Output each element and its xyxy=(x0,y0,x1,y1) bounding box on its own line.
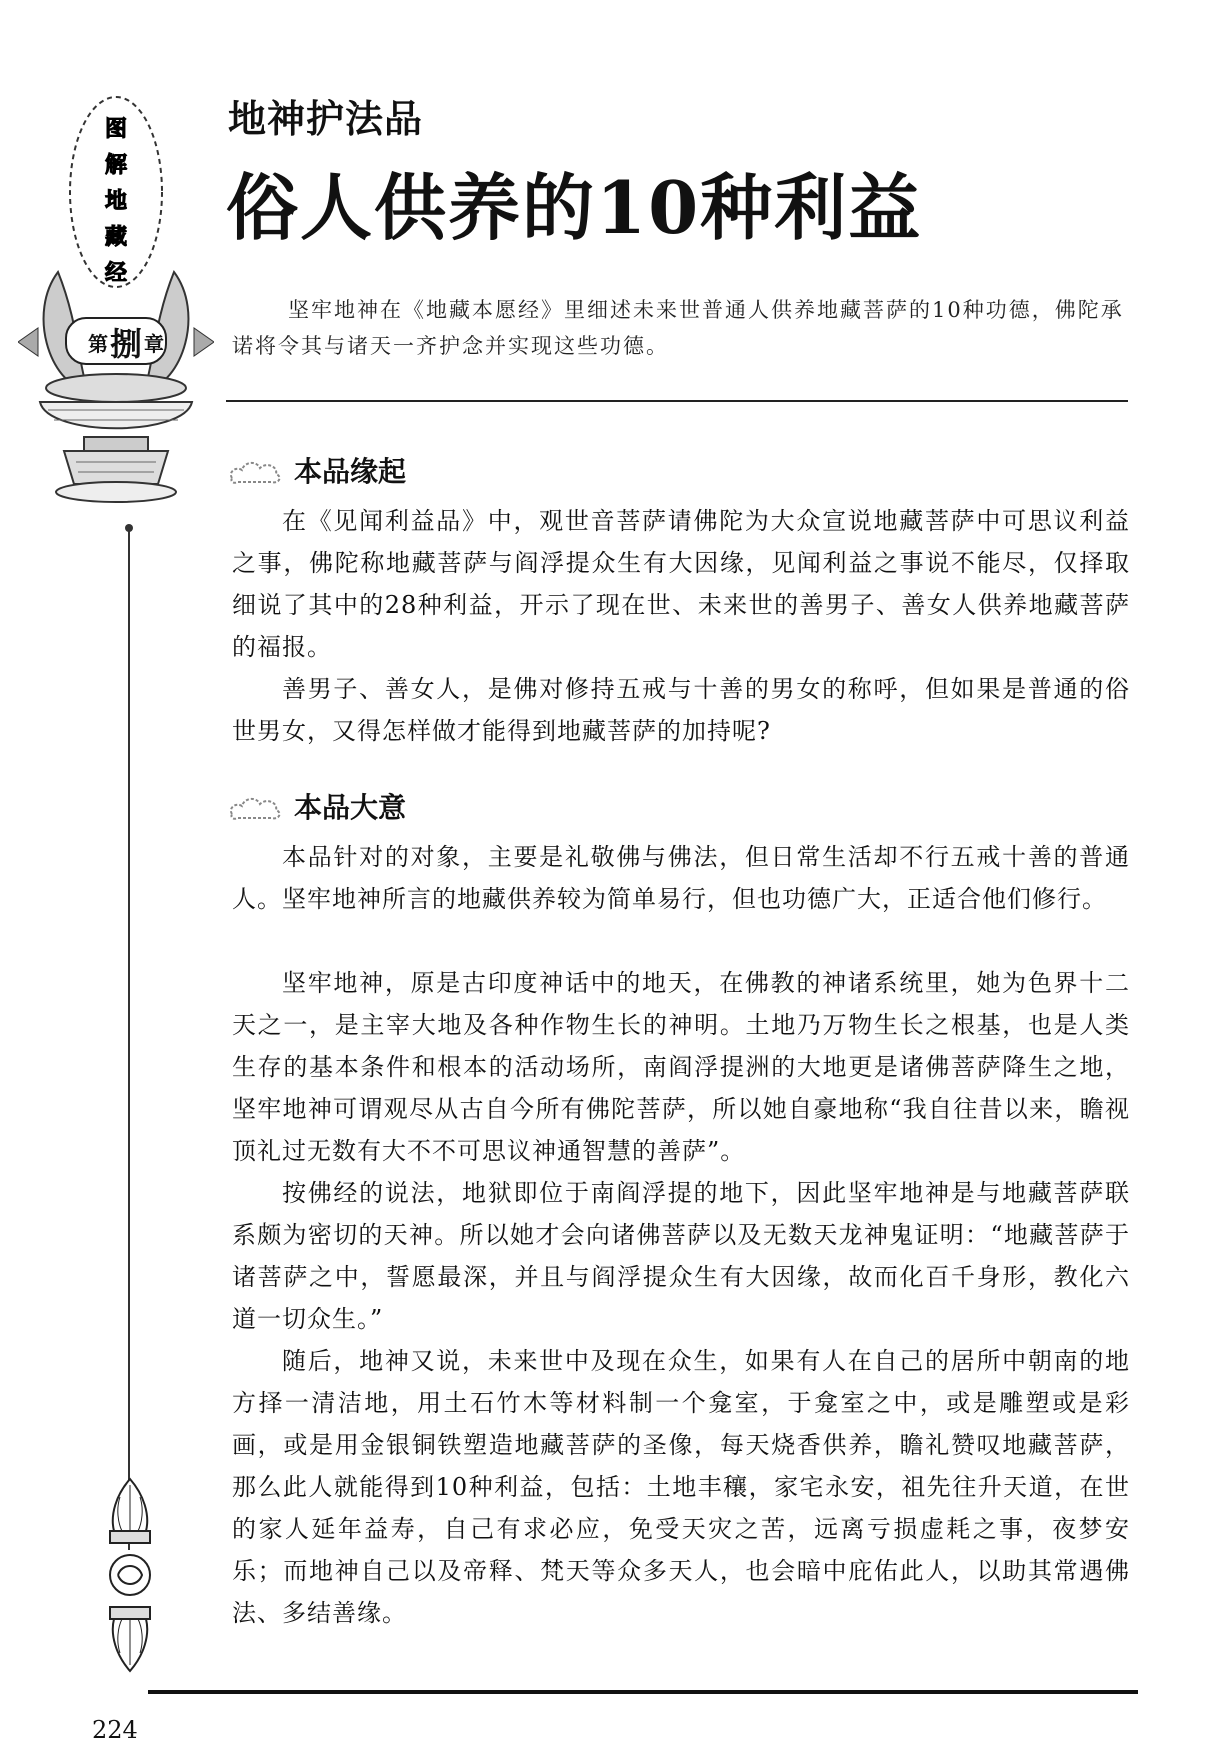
cloud-icon xyxy=(226,452,286,488)
paragraph: 按佛经的说法，地狱即位于南阎浮提的地下，因此坚牢地神是与地藏菩萨联系颇为密切的天神。所以她才会向诸佛菩萨以及无数天龙神鬼证明：“地藏菩萨于诸菩萨之中，誓愿最深，并且与阎浮提众生有大因缘，故而化百千身形，教化六道一切众生。” xyxy=(232,1179,1130,1333)
page-number: 224 xyxy=(92,1716,138,1744)
section-heading-text: 本品缘起 xyxy=(294,455,407,488)
book-title-char: 解 xyxy=(104,153,127,178)
footer-divider xyxy=(148,1690,1138,1694)
chapter-number: 捌 xyxy=(109,325,142,363)
book-title-char: 图 xyxy=(104,117,127,142)
paragraph: 随后，地神又说，未来世中及现在众生，如果有人在自己的居所中朝南的地方择一清洁地，用土石竹木等材料制一个龛室，于龛室之中，或是雕塑或是彩画，或是用金银铜铁塑造地藏菩萨的圣像，每天烧香供养，瞻礼赞叹地藏菩萨，那么此人就能得到10种利益，包括：土地丰穰，家宅永安，祖先往升天道，在世的家人延年益寿，自己有求必应，免受天灾之苦，远离亏损虚耗之事，夜梦安乐；而地神自己以及帝释、梵天等众多天人，也会暗中庇佑此人，以助其常遇佛法、多结善缘。 xyxy=(232,1347,1130,1627)
summary-divider xyxy=(226,400,1128,402)
section-heading-text: 本品大意 xyxy=(294,791,407,824)
book-title-char: 藏 xyxy=(104,225,127,250)
chapter-label xyxy=(70,322,182,362)
book-title-vertical xyxy=(104,112,128,292)
section-heading-summary xyxy=(226,786,406,826)
chapter-summary: 坚牢地神在《地藏本愿经》里细述未来世普通人供养地藏菩萨的10种功德，佛陀承诺将令其与诸天一齐护念并实现这些功德。 xyxy=(232,298,1124,358)
paragraph: 善男子、善女人，是佛对修持五戒与十善的男女的称呼，但如果是普通的俗世男女，又得怎样做才能得到地藏菩萨的加持呢? xyxy=(232,675,1130,745)
page-title: 俗人供养的10种利益 xyxy=(226,165,923,250)
vajra-icon xyxy=(92,1475,168,1675)
paragraph: 本品针对的对象，主要是礼敬佛与佛法，但日常生活却不行五戒十善的普通人。坚牢地神所言的地藏供养较为简单易行，但也功德广大，正适合他们修行。 xyxy=(232,843,1130,913)
book-title-char: 经 xyxy=(104,261,127,286)
margin-line xyxy=(128,530,130,1550)
cloud-icon xyxy=(226,788,286,824)
section-heading-origin xyxy=(226,450,406,490)
paragraph: 在《见闻利益品》中，观世音菩萨请佛陀为大众宣说地藏菩萨中可思议利益之事，佛陀称地藏菩萨与阎浮提众生有大因缘，见闻利益之事说不能尽，仅择取细说了其中的28种利益，开示了现在世、未来世的善男子、善女人供养地藏菩萨的福报。 xyxy=(232,507,1130,661)
book-title-char: 地 xyxy=(104,189,127,214)
chapter-prefix: 第 xyxy=(87,331,108,356)
chapter-suffix: 章 xyxy=(144,331,164,356)
paragraph: 坚牢地神，原是古印度神话中的地天，在佛教的神诸系统里，她为色界十二天之一，是主宰大地及各种作物生长的神明。土地乃万物生长之根基，也是人类生存的基本条件和根本的活动场所，南阎浮提洲的大地更是诸佛菩萨降生之地，坚牢地神可谓观尽从古自今所有佛陀菩萨，所以她自豪地称“我自往昔以来，瞻视顶礼过无数有大不不可思议神通智慧的善萨”。 xyxy=(232,969,1130,1165)
page-subtitle: 地神护法品 xyxy=(228,96,424,141)
